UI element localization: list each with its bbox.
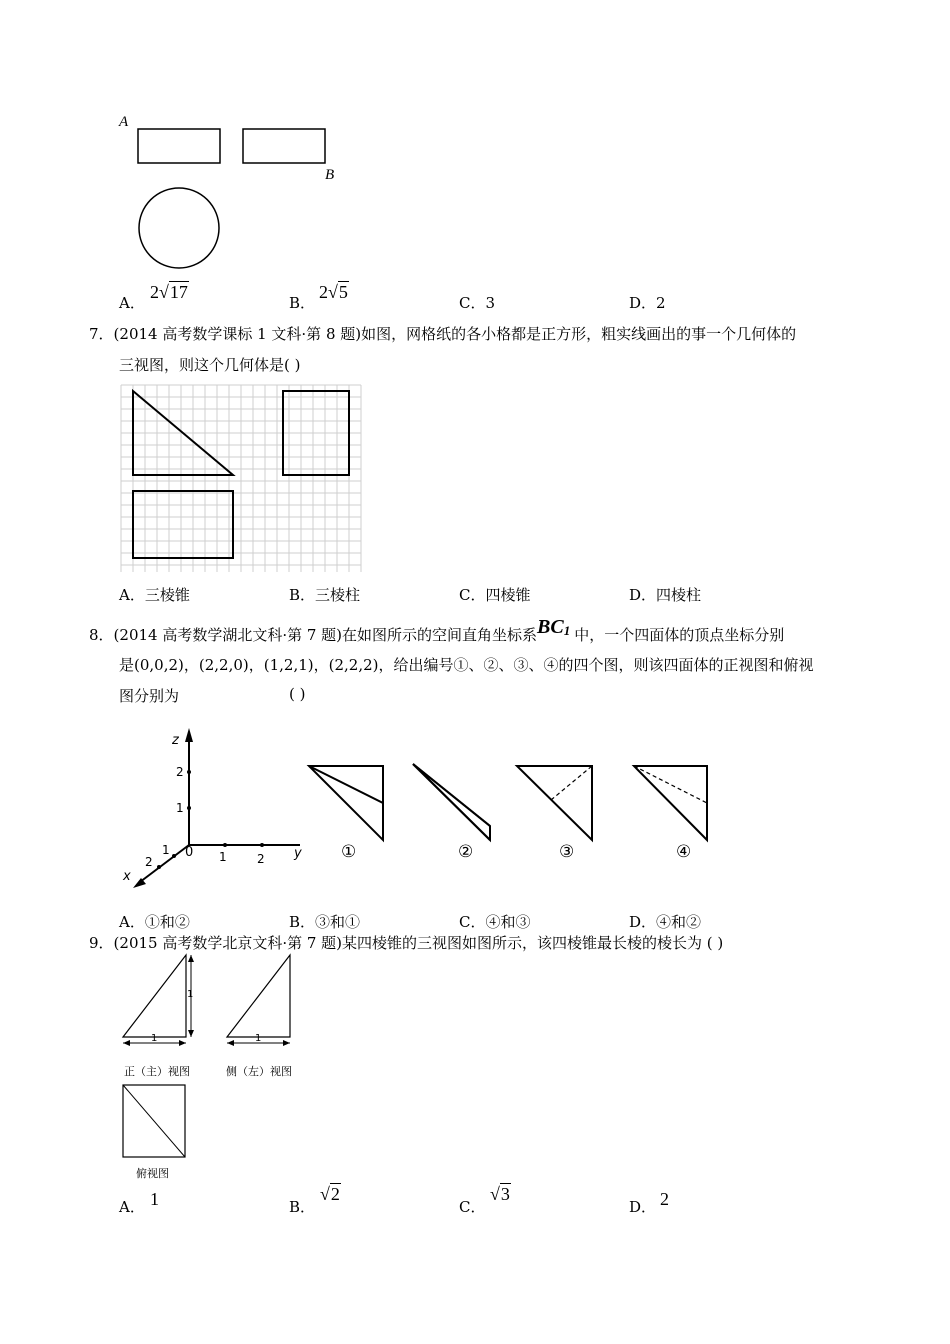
option-value: ④和② bbox=[656, 913, 702, 931]
z-tick-label-2: 2 bbox=[176, 765, 184, 779]
option-value: 三棱柱 bbox=[315, 586, 361, 604]
q9-option-d[interactable] bbox=[629, 1196, 656, 1217]
q9-side-view-triangle bbox=[227, 955, 290, 1037]
x-tick-label-1: 1 bbox=[162, 843, 170, 857]
z-tick-label-1: 1 bbox=[176, 801, 184, 815]
q8-view-label-3: ③ bbox=[559, 842, 575, 862]
q7-stem-line2: 三视图，则这个几何体是( ) bbox=[119, 356, 301, 374]
radicand: 2 bbox=[330, 1184, 340, 1204]
option-letter: D． bbox=[629, 1198, 657, 1216]
q9-side-view-label: 侧（左）视图 bbox=[226, 1065, 292, 1078]
option-letter: C． bbox=[459, 913, 486, 931]
y-axis-label: y bbox=[294, 846, 302, 861]
radicand: 17 bbox=[169, 282, 188, 302]
q9-front-view-triangle bbox=[123, 955, 186, 1037]
q8-stem-line2: 是(0,0,2)，(2,2,0)，(1,2,1)，(2,2,2)，给出编号①、②、③、④的四个图，则该四面体的正视图和俯视 bbox=[119, 656, 814, 674]
option-letter: A． bbox=[119, 294, 145, 312]
q9-option-c-value bbox=[490, 1184, 511, 1205]
q9-option-a-value: 1 bbox=[150, 1189, 159, 1209]
option-letter: C． bbox=[459, 586, 486, 604]
option-value: ④和③ bbox=[485, 913, 531, 931]
x-tick-label-2: 2 bbox=[145, 855, 153, 869]
option-letter: B． bbox=[289, 586, 316, 604]
point-label-b: B bbox=[325, 167, 335, 183]
option-letter: B． bbox=[289, 1198, 316, 1216]
radical-coef: 2 bbox=[319, 282, 328, 302]
q7-stem-line1: 7．(2014 高考数学课标 1 文科·第 8 题)如图，网格纸的各小格都是正方形，粗实线画出的事一个几何体的 bbox=[89, 325, 797, 343]
option-letter: C． bbox=[459, 1198, 486, 1216]
sqrt-sign: √ bbox=[328, 282, 338, 302]
y-tick-label-1: 1 bbox=[219, 850, 227, 864]
option-letter: B． bbox=[289, 913, 316, 931]
option-value: ①和② bbox=[144, 913, 190, 931]
sqrt-sign: √ bbox=[490, 1184, 500, 1204]
q9-option-b[interactable] bbox=[289, 1196, 315, 1217]
option-letter: D． bbox=[629, 913, 657, 931]
option-value: 四棱锥 bbox=[485, 586, 531, 604]
option-letter: D． bbox=[629, 294, 657, 312]
q9-dim-height: 1 bbox=[187, 989, 194, 1000]
option-value: 四棱柱 bbox=[656, 586, 702, 604]
q9-option-b-value bbox=[320, 1184, 341, 1205]
radicand: 3 bbox=[500, 1184, 510, 1204]
q9-front-view-label: 正（主）视图 bbox=[124, 1065, 190, 1078]
radical-coef: 2 bbox=[150, 282, 159, 302]
x-axis-label: x bbox=[123, 869, 131, 884]
option-value: 3 bbox=[485, 294, 496, 312]
origin-label: 0 bbox=[185, 845, 194, 860]
radicand: 5 bbox=[338, 282, 348, 302]
q9-option-d-value: 2 bbox=[660, 1189, 669, 1209]
q8-view-label-1: ① bbox=[341, 842, 357, 862]
q9-option-c[interactable] bbox=[459, 1196, 485, 1217]
q8-math-sub: 1 bbox=[563, 623, 571, 638]
option-value: 三棱锥 bbox=[144, 586, 190, 604]
q8-stem-text: 8．(2014 高考数学湖北文科·第 7 题)在如图所示的空间直角坐标系 bbox=[89, 626, 538, 644]
q8-answer-paren: ( ) bbox=[289, 685, 306, 703]
option-value: ③和① bbox=[315, 913, 361, 931]
q8-view-label-4: ④ bbox=[676, 842, 692, 862]
q9-top-view-label: 俯视图 bbox=[136, 1167, 169, 1180]
q9-option-a[interactable] bbox=[119, 1196, 145, 1217]
q9-stem-line1: 9．(2015 高考数学北京文科·第 7 题)某四棱锥的三视图如图所示，该四棱锥最长棱的棱长为 ( ) bbox=[89, 934, 724, 952]
option-letter: A． bbox=[119, 913, 145, 931]
y-tick-label-2: 2 bbox=[257, 852, 265, 866]
sqrt-sign: √ bbox=[320, 1184, 330, 1204]
option-letter: C． bbox=[459, 294, 486, 312]
q9-dim-side-width: 1 bbox=[255, 1033, 262, 1044]
option-letter: D． bbox=[629, 586, 657, 604]
q9-dim-front-width: 1 bbox=[151, 1033, 158, 1044]
option-letter: A． bbox=[119, 586, 145, 604]
q8-view-label-2: ② bbox=[458, 842, 474, 862]
option-value: 2 bbox=[656, 294, 666, 312]
q8-stem-text: 中，一个四面体的顶点坐标分别 bbox=[574, 626, 785, 644]
q8-stem-line3: 图分别为 bbox=[119, 687, 180, 705]
option-letter: B． bbox=[289, 294, 316, 312]
option-letter: A． bbox=[119, 1198, 145, 1216]
point-label-a: A bbox=[119, 114, 129, 130]
z-axis-label: z bbox=[172, 733, 179, 748]
q8-math-bc: BC bbox=[537, 616, 564, 638]
sqrt-sign: √ bbox=[159, 282, 169, 302]
